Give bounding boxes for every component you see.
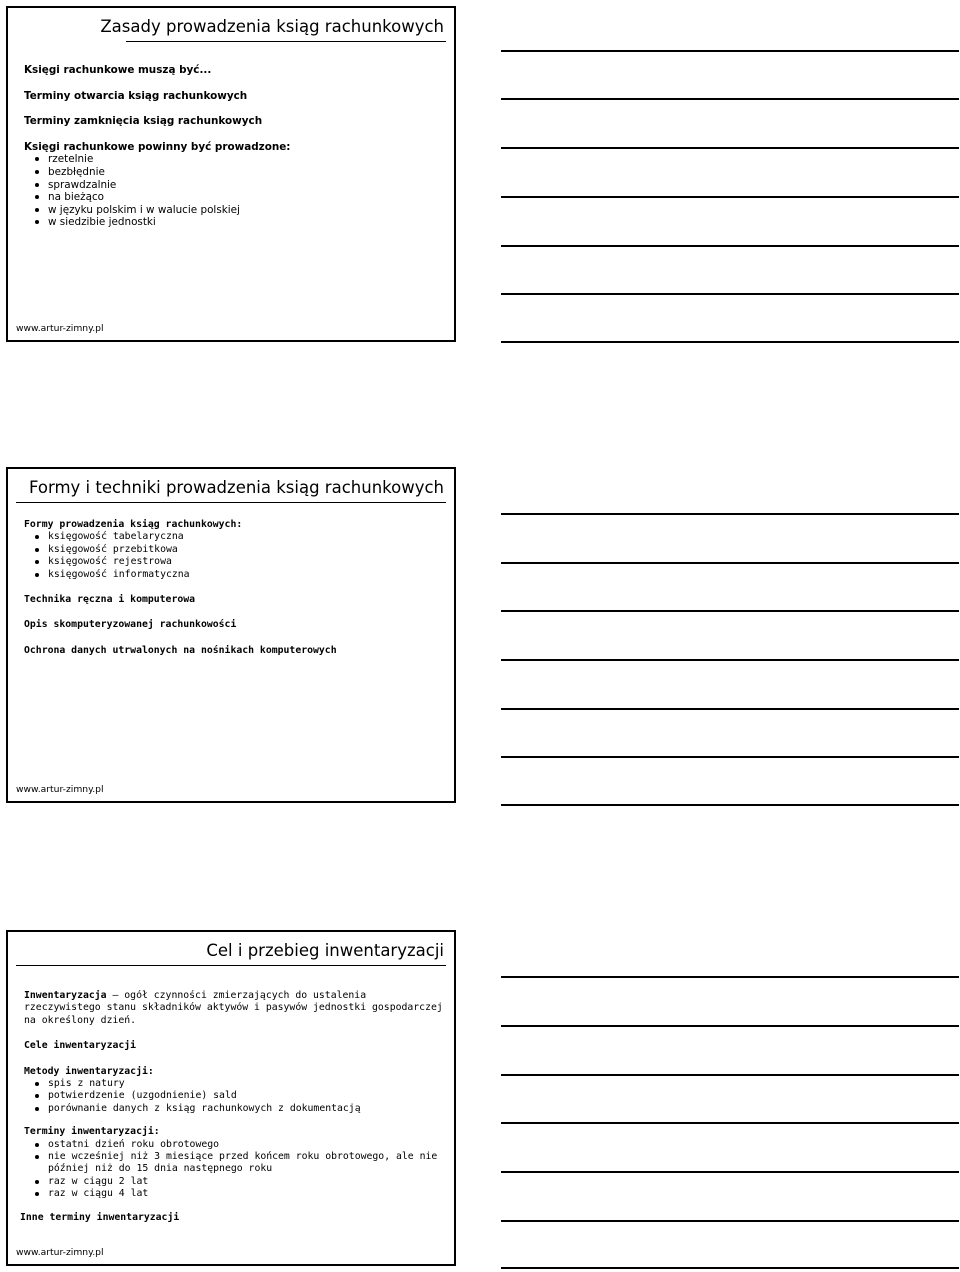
heading: Księgi rachunkowe powinny być prowadzone: — [24, 140, 291, 153]
note-line — [501, 659, 959, 661]
slide-content — [24, 64, 444, 229]
heading: Formy prowadzenia ksiąg rachunkowych: — [24, 519, 243, 530]
list-item: w języku polskim i w walucie polskiej — [33, 204, 444, 217]
title-divider — [16, 502, 446, 503]
note-line — [501, 245, 959, 247]
list-item: potwierdzenie (uzgodnienie) sald — [33, 1090, 444, 1102]
note-line — [501, 196, 959, 198]
note-line — [501, 610, 959, 612]
list-item: nie wcześniej niż 3 miesiące przed końcem roku obrotowego, ale nie później niż do 15 dnia następnego roku — [33, 1151, 444, 1176]
heading: Technika ręczna i komputerowa — [24, 594, 196, 606]
heading: Inne terminy inwentaryzacji — [20, 1211, 180, 1223]
list-item: ostatni dzień roku obrotowego — [33, 1139, 444, 1151]
bullet-list — [24, 531, 444, 581]
note-line — [501, 98, 959, 100]
slide-content — [24, 519, 444, 657]
bullet-list — [24, 1139, 444, 1201]
bullet-list — [24, 153, 444, 229]
heading: Opis skomputeryzowanej rachunkowości — [24, 619, 237, 631]
list-item: księgowość informatyczna — [33, 569, 444, 581]
note-line — [501, 1025, 959, 1027]
heading: Terminy zamknięcia ksiąg rachunkowych — [24, 115, 263, 128]
footer-url: www.artur-zimny.pl — [16, 1247, 104, 1258]
slide-title: Formy i techniki prowadzenia ksiąg rachunkowych — [28, 478, 444, 497]
note-line — [501, 1220, 959, 1222]
heading: Księgi rachunkowe muszą być... — [24, 64, 212, 76]
list-item: raz w ciągu 2 lat — [33, 1176, 444, 1188]
list-item: rzetelnie — [33, 153, 444, 166]
list-item: księgowość rejestrowa — [33, 556, 444, 568]
note-line — [501, 756, 959, 758]
list-item: księgowość przebitkowa — [33, 544, 444, 556]
list-item: raz w ciągu 4 lat — [33, 1188, 444, 1200]
slide-2 — [6, 467, 456, 803]
slide-3 — [6, 930, 456, 1266]
list-item: księgowość tabelaryczna — [33, 531, 444, 543]
note-line — [501, 50, 959, 52]
footer-url: www.artur-zimny.pl — [16, 784, 104, 795]
list-item: spis z natury — [33, 1078, 444, 1090]
heading: Cele inwentaryzacji — [24, 1040, 137, 1052]
title-divider — [126, 41, 446, 42]
heading: Metody inwentaryzacji: — [24, 1065, 154, 1077]
note-line — [501, 147, 959, 149]
note-line — [501, 1171, 959, 1173]
footer-url: www.artur-zimny.pl — [16, 323, 104, 334]
note-line — [501, 804, 959, 806]
list-item: sprawdzalnie — [33, 179, 444, 192]
note-line — [501, 1122, 959, 1124]
heading: Terminy inwentaryzacji: — [24, 1126, 160, 1138]
definition-term: Inwentaryzacja — [24, 990, 107, 1001]
list-item: na bieżąco — [33, 191, 444, 204]
list-item: bezbłędnie — [33, 166, 444, 179]
note-line — [501, 293, 959, 295]
note-line — [501, 341, 959, 343]
note-line — [501, 708, 959, 710]
note-line — [501, 1267, 959, 1269]
note-line — [501, 562, 959, 564]
heading: Terminy otwarcia ksiąg rachunkowych — [24, 89, 248, 102]
note-line — [501, 1074, 959, 1076]
slide-content — [20, 990, 444, 1224]
list-item: w siedzibie jednostki — [33, 216, 444, 229]
note-line — [501, 513, 959, 515]
heading: Ochrona danych utrwalonych na nośnikach komputerowych — [24, 644, 337, 656]
slide-title: Zasady prowadzenia ksiąg rachunkowych — [100, 17, 444, 36]
bullet-list — [24, 1078, 444, 1115]
note-line — [501, 976, 959, 978]
title-divider — [16, 965, 446, 966]
definition-text: – ogół czynności zmierzających do ustalenia rzeczywistego stanu składników aktywów i pasywów jednostki gospodarczej na określony dzień. — [24, 990, 443, 1026]
slide-title: Cel i przebieg inwentaryzacji — [206, 941, 444, 960]
list-item: porównanie danych z ksiąg rachunkowych z dokumentacją — [33, 1103, 444, 1115]
definition — [24, 990, 444, 1027]
slide-1 — [6, 6, 456, 342]
